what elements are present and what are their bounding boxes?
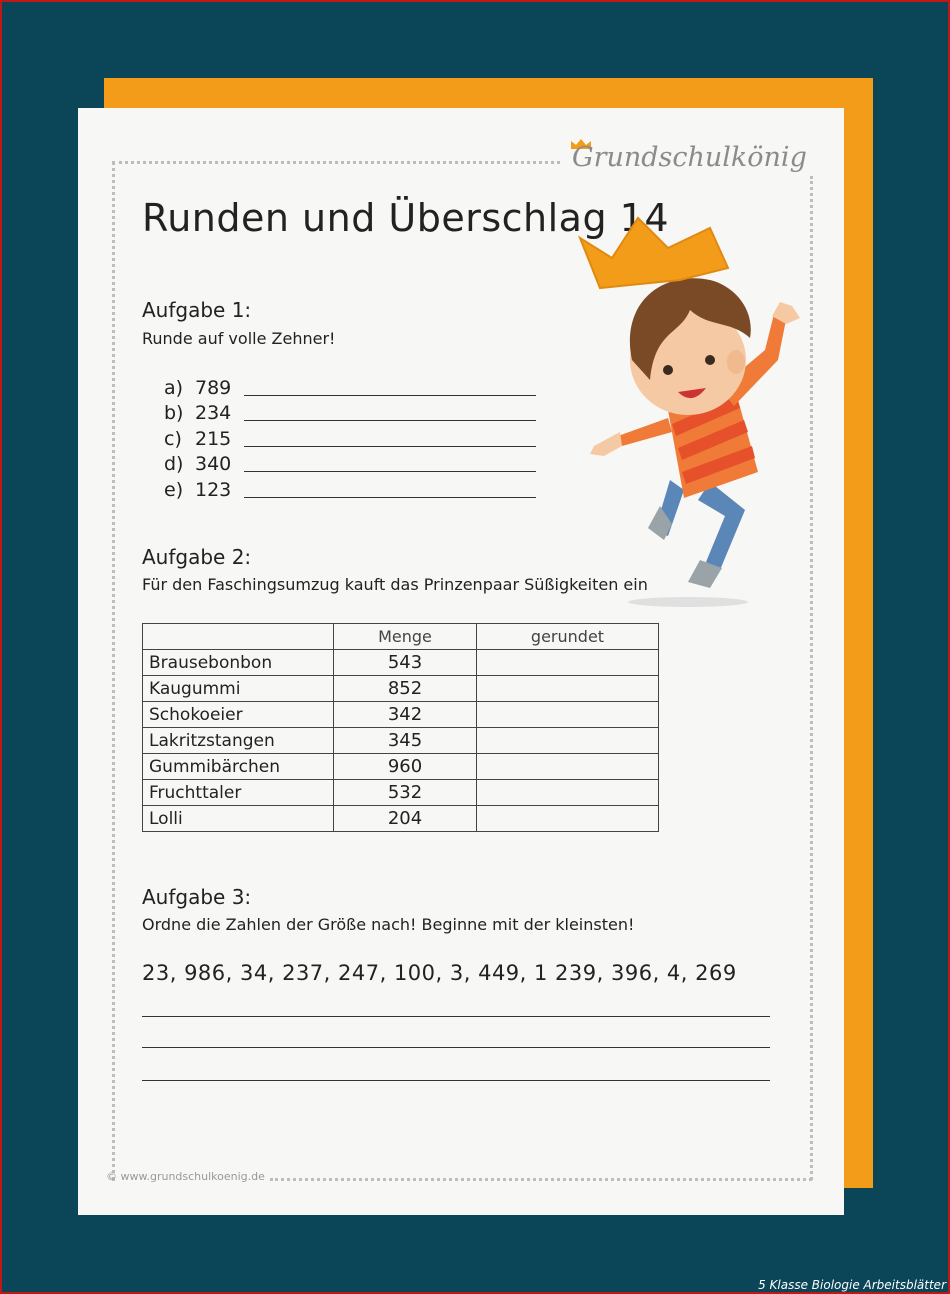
candy-quantity: 960	[334, 754, 477, 780]
numbers-to-sort: 23, 986, 34, 237, 247, 100, 3, 449, 1 239, 396, 4, 269	[142, 961, 737, 985]
dotted-border-top	[112, 161, 560, 164]
item-label: b)	[164, 402, 184, 424]
brand-logo: Grundschulkönig	[572, 142, 807, 173]
item-number: 215	[195, 428, 232, 450]
table-row	[143, 702, 659, 728]
dotted-border-left	[112, 161, 115, 1181]
candy-name: Kaugummi	[143, 676, 334, 702]
image-caption: 5 Klasse Biologie Arbeitsblätter	[758, 1278, 946, 1292]
rounded-answer-cell[interactable]	[477, 806, 659, 832]
table-header-row	[143, 624, 659, 650]
table-row	[143, 754, 659, 780]
column-header-menge: Menge	[334, 624, 477, 650]
answer-line[interactable]	[244, 497, 536, 498]
candy-name: Fruchttaler	[143, 780, 334, 806]
candy-name: Schokoeier	[143, 702, 334, 728]
item-label: d)	[164, 453, 184, 475]
answer-line[interactable]	[244, 446, 536, 447]
dotted-border-bottom	[270, 1178, 812, 1181]
item-number: 123	[195, 479, 232, 501]
task3-heading: Aufgabe 3:	[142, 885, 252, 909]
candy-name: Lakritzstangen	[143, 728, 334, 754]
copyright-footer: © www.grundschulkoenig.de	[106, 1170, 265, 1183]
candy-quantity: 204	[334, 806, 477, 832]
candy-quantity: 852	[334, 676, 477, 702]
rounded-answer-cell[interactable]	[477, 676, 659, 702]
table-row	[143, 806, 659, 832]
answer-line[interactable]	[244, 471, 536, 472]
rounded-answer-cell[interactable]	[477, 754, 659, 780]
answer-line[interactable]	[244, 420, 536, 421]
writing-line[interactable]	[142, 1080, 770, 1081]
item-label: e)	[164, 479, 184, 501]
rounded-answer-cell[interactable]	[477, 702, 659, 728]
task2-instruction: Für den Faschingsumzug kauft das Prinzenpaar Süßigkeiten ein	[142, 575, 648, 594]
candy-name: Lolli	[143, 806, 334, 832]
page-title: Runden und Überschlag 14	[142, 196, 670, 240]
rounded-answer-cell[interactable]	[477, 780, 659, 806]
item-number: 340	[195, 453, 232, 475]
jumping-boy-illustration	[560, 210, 810, 610]
candy-name: Brausebonbon	[143, 650, 334, 676]
candy-quantity: 345	[334, 728, 477, 754]
dotted-border-right	[810, 176, 813, 1180]
rounded-answer-cell[interactable]	[477, 728, 659, 754]
item-number: 789	[195, 377, 232, 399]
table-row	[143, 728, 659, 754]
rounded-answer-cell[interactable]	[477, 650, 659, 676]
item-label: c)	[164, 428, 182, 450]
task1-instruction: Runde auf volle Zehner!	[142, 329, 336, 348]
writing-line[interactable]	[142, 1016, 770, 1017]
candy-quantity: 532	[334, 780, 477, 806]
table-row	[143, 780, 659, 806]
candy-quantity: 543	[334, 650, 477, 676]
item-number: 234	[195, 402, 232, 424]
table-row	[143, 676, 659, 702]
task3-instruction: Ordne die Zahlen der Größe nach! Beginne mit der kleinsten!	[142, 915, 635, 934]
column-header-gerundet: gerundet	[477, 624, 659, 650]
answer-line[interactable]	[244, 395, 536, 396]
writing-line[interactable]	[142, 1047, 770, 1048]
candy-name: Gummibärchen	[143, 754, 334, 780]
column-header-name	[143, 624, 334, 650]
candy-quantity: 342	[334, 702, 477, 728]
task2-heading: Aufgabe 2:	[142, 545, 252, 569]
candy-table	[142, 623, 659, 832]
item-label: a)	[164, 377, 184, 399]
task1-heading: Aufgabe 1:	[142, 298, 252, 322]
table-row	[143, 650, 659, 676]
